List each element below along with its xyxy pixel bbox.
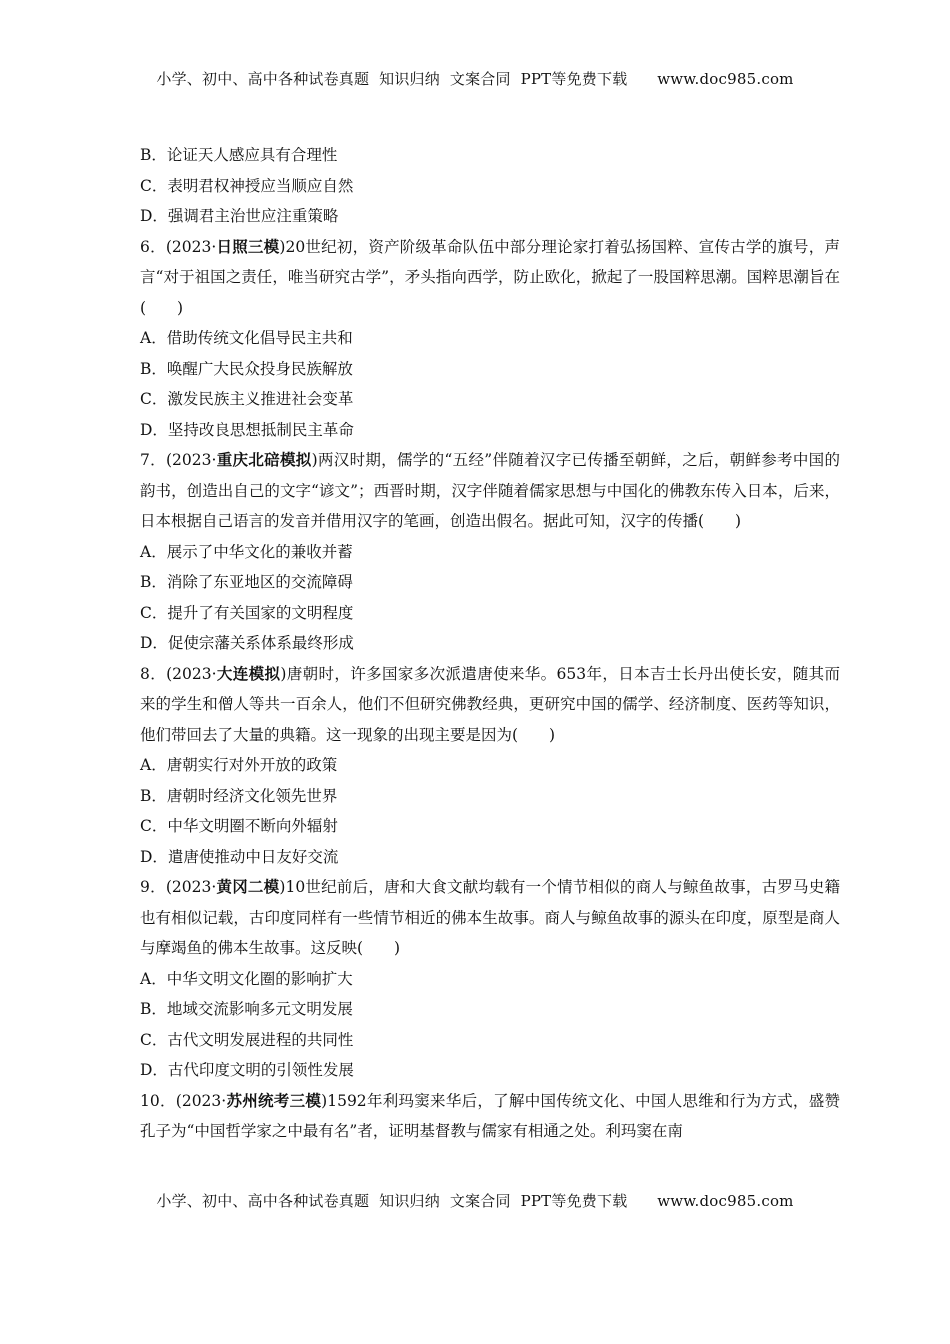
source-place: 大连模拟 xyxy=(216,663,281,683)
source-suffix: ) xyxy=(279,878,286,896)
question-number: 6． xyxy=(140,237,166,256)
source-place: 苏州统考三模 xyxy=(226,1090,322,1110)
option-c: C．表明君权神授应当顺应自然 xyxy=(140,176,354,195)
option-d: D．遣唐使推动中日友好交流 xyxy=(140,847,339,866)
page-header: 小学、初中、高中各种试卷真题 知识归纳 文案合同 PPT等免费下载 www.doc985.com xyxy=(156,70,794,88)
option-a: A．展示了中华文化的兼收并蓄 xyxy=(140,542,353,561)
question-source xyxy=(176,1092,327,1110)
question-7-stem xyxy=(140,445,840,537)
source-suffix: ) xyxy=(280,664,287,683)
question-text: 唐朝时，许多国家多次派遣唐使来华。653年，日本吉士长丹出使长安，随其而来的学生和僧人等共一百余人，他们不但研究佛教经典，更研究中国的儒学、经济制度、医药等知识，他们带回去了大量的典籍。这一现象的出现主要是因为( ) xyxy=(140,664,840,744)
option-b: B．唐朝时经济文化领先世界 xyxy=(140,786,338,805)
question-10-stem xyxy=(140,1086,840,1147)
option-c: C．激发民族主义推进社会变革 xyxy=(140,390,354,408)
source-suffix: ) xyxy=(321,1091,328,1110)
option-d: D．促使宗藩关系体系最终形成 xyxy=(140,634,354,652)
option-c: C．中华文明圈不断向外辐射 xyxy=(140,817,338,835)
option-c: C．古代文明发展进程的共同性 xyxy=(140,1030,354,1049)
question-text: 1592年利玛窦来华后，了解中国传统文化、中国人思维和行为方式，盛赞孔子为“中国哲学家之中最有名”者，证明基督教与儒家有相通之处。利玛窦在南 xyxy=(140,1091,840,1140)
source-prefix: (2023· xyxy=(165,451,217,469)
source-suffix: ) xyxy=(279,237,286,256)
question-number: 7． xyxy=(140,451,166,469)
source-place: 黄冈二模 xyxy=(216,877,280,896)
question-source xyxy=(166,238,286,256)
question-source xyxy=(166,451,318,469)
option-b: B．唤醒广大民众投身民族解放 xyxy=(140,359,353,378)
page-footer: 小学、初中、高中各种试卷真题 知识归纳 文案合同 PPT等免费下载 www.doc985.com xyxy=(156,1192,794,1210)
source-place: 重庆北碚模拟 xyxy=(216,450,312,469)
source-prefix: (2023· xyxy=(165,237,217,256)
option-d: D．强调君主治世应注重策略 xyxy=(140,207,339,225)
option-a: A．中华文明文化圈的影响扩大 xyxy=(140,969,353,988)
question-text: 20世纪初，资产阶级革命队伍中部分理论家打着弘扬国粹、宣传古学的旗号，声言“对于祖国之责任，唯当研究古学”，矛头指向西学，防止欧化，掀起了一股国粹思潮。国粹思潮旨在( ) xyxy=(140,237,840,317)
option-d: D．坚持改良思想抵制民主革命 xyxy=(140,420,354,439)
question-9-stem xyxy=(140,872,840,964)
question-number: 8． xyxy=(140,664,167,683)
source-prefix: (2023· xyxy=(166,664,217,683)
question-6-stem xyxy=(140,232,840,324)
question-number: 10． xyxy=(140,1091,176,1110)
document-body xyxy=(140,140,840,1147)
question-source xyxy=(166,665,286,683)
question-number: 9． xyxy=(140,878,166,896)
question-text: 两汉时期，儒学的“五经”伴随着汉字已传播至朝鲜，之后，朝鲜参考中国的韵书，创造出自己的文字“谚文”；西晋时期，汉字伴随着儒家思想与中国化的佛教东传入日本，后来，日本根据自己语言的发音并借用汉字的笔画，创造出假名。据此可知，汉字的传播( ) xyxy=(140,451,840,530)
source-suffix: ) xyxy=(311,451,318,469)
option-b: B．论证天人感应具有合理性 xyxy=(140,146,338,164)
source-place: 日照三模 xyxy=(216,236,280,256)
option-c: C．提升了有关国家的文明程度 xyxy=(140,603,354,622)
source-prefix: (2023· xyxy=(175,1091,227,1110)
option-d: D．古代印度文明的引领性发展 xyxy=(140,1061,354,1079)
question-8-stem xyxy=(140,659,840,751)
option-a: A．唐朝实行对外开放的政策 xyxy=(140,756,338,774)
option-b: B．地域交流影响多元文明发展 xyxy=(140,1000,353,1018)
source-prefix: (2023· xyxy=(165,878,217,896)
option-a: A．借助传统文化倡导民主共和 xyxy=(140,329,353,347)
question-source xyxy=(166,878,286,896)
option-b: B．消除了东亚地区的交流障碍 xyxy=(140,573,353,591)
question-text: 10世纪前后，唐和大食文献均载有一个情节相似的商人与鲸鱼故事，古罗马史籍也有相似记载，古印度同样有一些情节相近的佛本生故事。商人与鲸鱼故事的源头在印度，原型是商人与摩竭鱼的佛本生故事。这反映( ) xyxy=(140,878,840,957)
